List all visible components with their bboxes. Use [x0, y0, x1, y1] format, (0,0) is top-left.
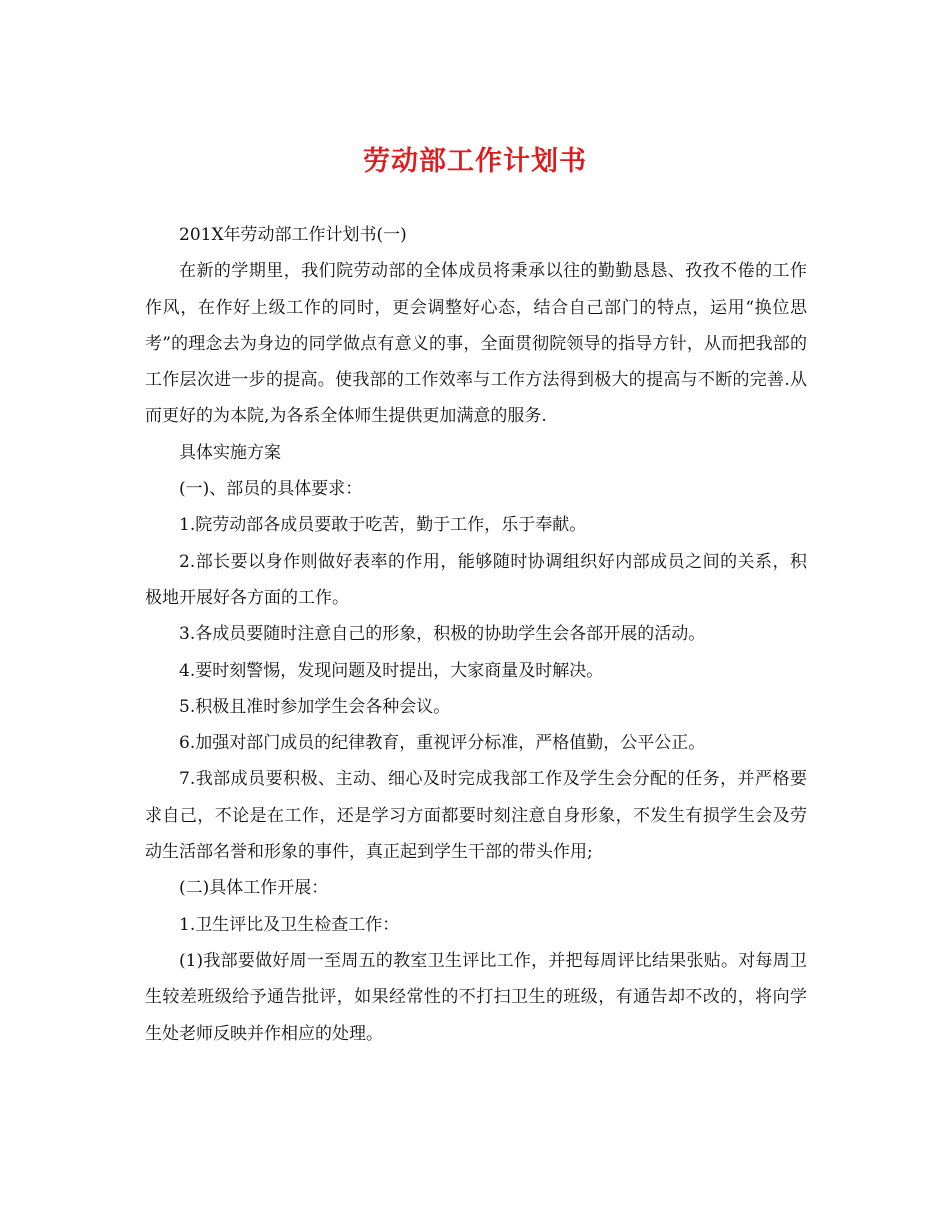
paragraph-section-1-heading: (一)、部员的具体要求：: [179, 479, 363, 500]
paragraph-subitem-1-detail: (1)我部要做好周一至周五的教室卫生评比工作，并把每周评比结果张贴。对每周卫生较差班级给予通告批评，如果经常性的不打扫卫生的班级，有通告却不改的，将向学生处老师反映并作相应的处理。: [145, 950, 807, 1044]
paragraph-item-7: 7.我部成员要积极、主动、细心及时完成我部工作及学生会分配的任务，并严格要求自己，不论是在工作，还是学习方面都要时刻注意自身形象，不发生有损学生会及劳动生活部名誉和形象的事件，真正起到学生干部的带头作用;: [145, 769, 807, 863]
paragraph-item-5: 5.积极且准时参加学生会各种会议。: [179, 696, 451, 717]
paragraph-item-2: 2.部长要以身作则做好表率的作用，能够随时协调组织好内部成员之间的关系，积极地开展好各方面的工作。: [145, 551, 807, 608]
paragraph-subitem-1: 1.卫生评比及卫生检查工作：: [179, 914, 400, 935]
paragraph-item-3: 3.各成员要随时注意自己的形象，积极的协助学生会各部开展的活动。: [179, 624, 706, 645]
paragraph-section-2-heading: (二)具体工作开展：: [179, 878, 329, 899]
document-body: [145, 217, 807, 1052]
paragraph-item-1: 1.院劳动部各成员要敢于吃苦，勤于工作，乐于奉献。: [179, 515, 587, 536]
paragraph-item-6: 6.加强对部门成员的纪律教育，重视评分标准，严格值勤，公平公正。: [179, 733, 706, 754]
paragraph-plan-heading: 具体实施方案: [179, 442, 281, 463]
paragraph-item-4: 4.要时刻警惕，发现问题及时提出，大家商量及时解决。: [179, 660, 604, 681]
paragraph-intro: 在新的学期里，我们院劳动部的全体成员将秉承以往的勤勤恳恳、孜孜不倦的工作作风，在作好上级工作的同时，更会调整好心态，结合自己部门的特点，运用“换位思考”的理念去为身边的同学做点有意义的事，全面贯彻院领导的指导方针，从而把我部的工作层次进一步的提高。使我部的工作效率与工作方法得到极大的提高与不断的完善.从而更好的为本院,为各系全体师生提供更加满意的服务.: [145, 261, 807, 427]
paragraph-heading: 201X年劳动部工作计划书(一): [179, 225, 407, 245]
document-title: 劳动部工作计划书: [363, 146, 587, 177]
